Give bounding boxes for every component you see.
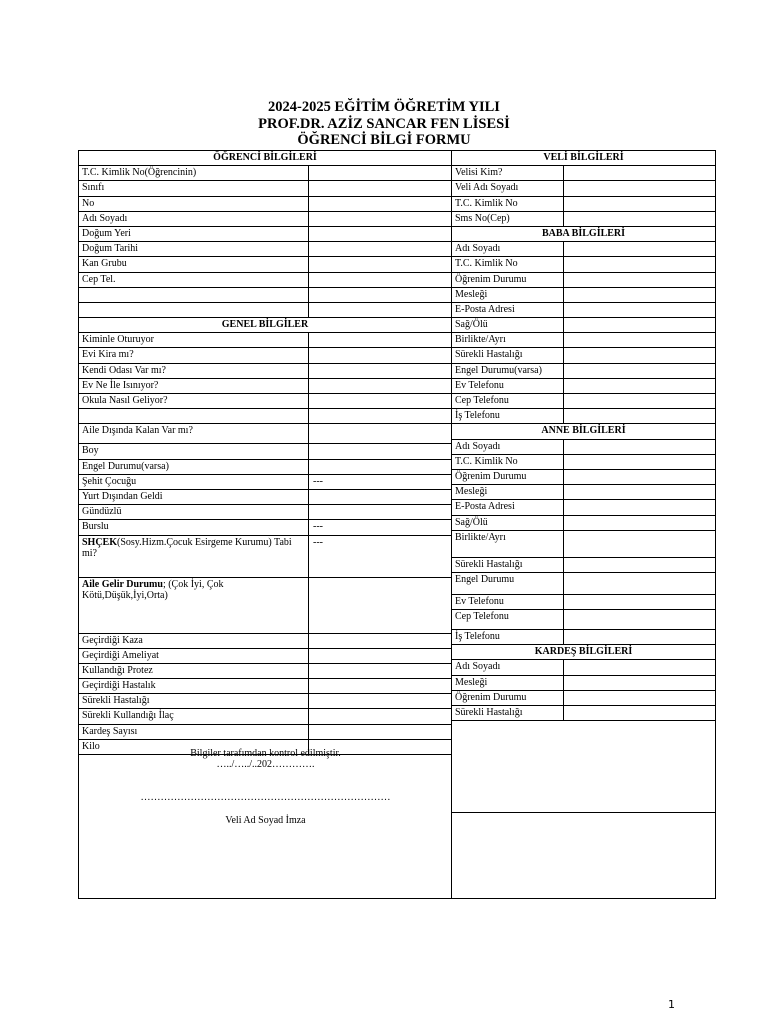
field-value[interactable] (563, 364, 715, 378)
form-row (79, 409, 451, 424)
form-row (79, 348, 451, 363)
guardian-info-header (452, 151, 715, 166)
form-title (0, 99, 768, 149)
form-row (452, 691, 715, 706)
form-row (452, 242, 715, 257)
mother-info-header-text: ANNE BİLGİLERİ (541, 425, 626, 437)
field-value[interactable] (563, 610, 715, 629)
title-school-year: 2024-2025 EĞİTİM ÖĞRETİM YILI (268, 99, 500, 115)
form-row (452, 558, 715, 573)
field-value[interactable] (563, 257, 715, 271)
field-value[interactable] (563, 470, 715, 484)
field-label (79, 409, 308, 423)
form-row (452, 181, 715, 196)
form-row (452, 440, 715, 455)
field-value[interactable] (308, 505, 451, 519)
guardian-signature-block (79, 748, 452, 826)
form-row (79, 197, 451, 212)
field-label: T.C. Kimlik No(Öğrencinin) (82, 167, 197, 179)
form-row (79, 181, 451, 196)
form-row (452, 333, 715, 348)
field-value[interactable] (563, 333, 715, 347)
form-row (79, 166, 451, 181)
form-row (79, 333, 451, 348)
form-row (452, 573, 715, 595)
field-label: Gündüzlü (82, 506, 122, 518)
form-row (79, 725, 451, 740)
field-label: No (82, 197, 95, 209)
field-label: Mesleği (455, 486, 488, 498)
title-form-name: ÖĞRENCİ BİLGİ FORMU (297, 132, 471, 148)
field-label: Adı Soyadı (82, 212, 128, 224)
form-row (452, 364, 715, 379)
field-value[interactable] (308, 709, 451, 723)
field-value[interactable] (563, 485, 715, 499)
form-row (79, 709, 451, 724)
field-value[interactable] (563, 181, 715, 195)
field-value[interactable] (563, 318, 715, 332)
field-value[interactable] (563, 595, 715, 609)
field-label: Engel Durumu(varsa) (455, 364, 542, 376)
form-row (79, 227, 451, 242)
field-label: E-Posta Adresi (455, 303, 515, 315)
signature-date[interactable]: …../…../..202…………. (216, 759, 315, 770)
field-value[interactable] (563, 630, 715, 644)
field-label: Birlikte/Ayrı (455, 334, 506, 346)
field-value[interactable] (563, 558, 715, 572)
field-value[interactable] (308, 348, 451, 362)
field-label-bold: Aile Gelir Durumu (82, 578, 163, 590)
form-row (79, 475, 451, 490)
form-row (79, 634, 451, 649)
field-label: Kan Grubu (82, 258, 127, 270)
field-value[interactable] (308, 197, 451, 211)
page-number: 1 (668, 998, 675, 1011)
field-value[interactable] (308, 409, 451, 423)
blank-box-upper (452, 717, 715, 813)
field-label: Cep Tel. (82, 273, 116, 285)
field-label (79, 578, 308, 633)
field-label: Sürekli Kullandığı İlaç (82, 710, 174, 722)
field-label: Engel Durumu (455, 573, 515, 585)
title-school-name: PROF.DR. AZİZ SANCAR FEN LİSESİ (258, 115, 510, 132)
field-value[interactable] (563, 573, 715, 594)
form-row (79, 424, 451, 444)
field-label: Sağ/Ölü (455, 516, 488, 528)
field-value[interactable] (308, 379, 451, 393)
form-row (452, 531, 715, 558)
field-value[interactable] (563, 303, 715, 317)
form-row (452, 303, 715, 318)
field-value[interactable]: --- (308, 520, 451, 534)
field-value[interactable] (563, 348, 715, 362)
field-value[interactable] (308, 227, 451, 241)
field-value[interactable] (563, 676, 715, 690)
form-row (452, 288, 715, 303)
form-row (79, 273, 451, 288)
general-info-header (79, 318, 451, 333)
form-row (452, 660, 715, 675)
field-label: E-Posta Adresi (455, 501, 515, 513)
field-value[interactable] (308, 364, 451, 378)
field-label: Sürekli Hastalığı (455, 707, 523, 718)
form-row (452, 676, 715, 691)
father-info-header (452, 227, 715, 242)
form-row (452, 630, 715, 645)
field-label: Sınıfı (82, 182, 105, 194)
form-row (79, 394, 451, 409)
field-label: Doğum Yeri (82, 227, 131, 239)
field-value[interactable] (563, 394, 715, 408)
student-info-header-text: ÖĞRENCİ BİLGİLERİ (213, 152, 317, 163)
field-label: Adı Soyadı (455, 243, 501, 255)
field-value[interactable] (308, 166, 451, 180)
field-value[interactable] (308, 333, 451, 347)
sibling-info-header-text: KARDEŞ BİLGİLERİ (534, 646, 633, 658)
field-label-bold: SHÇEK (82, 536, 118, 548)
field-value[interactable] (308, 634, 451, 648)
field-label: Sürekli Hastalığı (455, 558, 523, 570)
field-value[interactable] (563, 691, 715, 705)
right-column (452, 151, 715, 721)
field-label: İş Telefonu (455, 410, 500, 422)
field-value[interactable] (563, 166, 715, 180)
field-label: Engel Durumu(varsa) (82, 460, 169, 472)
field-value[interactable] (308, 212, 451, 226)
form-row (452, 595, 715, 610)
field-label: Mesleği (455, 288, 488, 300)
form-row (79, 505, 451, 520)
form-row (452, 516, 715, 531)
field-label: T.C. Kimlik No (455, 455, 518, 467)
field-label: Cep Telefonu (455, 395, 509, 406)
form-row (452, 485, 715, 500)
mother-info-header (452, 424, 715, 439)
field-value[interactable] (308, 649, 451, 663)
field-label: T.C. Kimlik No (455, 258, 518, 270)
field-value[interactable] (308, 242, 451, 256)
field-value[interactable] (563, 455, 715, 469)
field-label: Sürekli Hastalığı (82, 695, 150, 707)
field-value[interactable] (563, 242, 715, 256)
field-label: Burslu (82, 521, 109, 533)
field-value[interactable] (308, 725, 451, 739)
field-value[interactable] (308, 288, 451, 302)
field-label: T.C. Kimlik No (455, 197, 518, 209)
form-row (79, 444, 451, 459)
signature-label: Veli Ad Soyad İmza (225, 815, 306, 826)
field-label: Kiminle Oturuyor (82, 334, 154, 346)
field-label: Velisi Kim? (455, 167, 503, 179)
field-label: Mesleği (455, 676, 488, 688)
student-info-header (79, 151, 451, 166)
field-label: Öğrenim Durumu (455, 470, 527, 482)
field-value[interactable] (308, 257, 451, 271)
field-value[interactable] (563, 660, 715, 674)
form-row (452, 394, 715, 409)
field-label: Ev Ne İle Isınıyor? (82, 379, 159, 391)
field-value[interactable] (308, 424, 451, 443)
field-value[interactable] (308, 679, 451, 693)
general-info-header-text: GENEL BİLGİLER (221, 319, 309, 331)
form-row (79, 212, 451, 227)
field-label: Geçirdiği Hastalık (82, 680, 156, 692)
form-row (452, 273, 715, 288)
field-label: Ev Telefonu (455, 595, 504, 607)
field-value[interactable] (308, 578, 451, 633)
field-value[interactable] (563, 531, 715, 557)
field-value[interactable] (563, 516, 715, 530)
form-row (452, 197, 715, 212)
field-label: Doğum Tarihi (82, 243, 139, 255)
field-value[interactable] (308, 664, 451, 678)
field-value[interactable] (563, 440, 715, 454)
form-row (79, 460, 451, 475)
form-row (79, 379, 451, 394)
form-row (452, 318, 715, 333)
field-label: Kardeş Sayısı (82, 725, 138, 737)
form-row (79, 664, 451, 679)
form-row (79, 303, 451, 318)
field-label-rest: ; (Çok İyi, Çok Kötü,Düşük,İyi,Orta) (82, 578, 224, 601)
field-value[interactable]: --- (308, 475, 451, 489)
field-label: Kullandığı Protez (82, 664, 153, 676)
form-row (79, 694, 451, 709)
field-value[interactable]: --- (308, 536, 451, 577)
form-row (452, 379, 715, 394)
field-value[interactable] (563, 379, 715, 393)
field-value[interactable] (563, 197, 715, 211)
field-value[interactable] (308, 273, 451, 287)
field-value[interactable] (563, 288, 715, 302)
field-value[interactable] (563, 273, 715, 287)
field-label: Yurt Dışından Geldi (82, 490, 163, 502)
field-label: Okula Nasıl Geliyor? (82, 395, 168, 406)
field-label-rest: (Sosy.Hizm.Çocuk Esirgeme Kurumu) Tabi mi? (82, 536, 292, 559)
field-value[interactable] (563, 409, 715, 423)
guardian-info-header-text: VELİ BİLGİLERİ (543, 152, 624, 163)
signature-line[interactable]: ………………………………………………………………… (140, 792, 391, 803)
form-row (452, 409, 715, 424)
form-row (79, 520, 451, 535)
form-row (452, 212, 715, 227)
field-label (79, 536, 308, 577)
form-row (452, 166, 715, 181)
field-label: Evi Kira mı? (82, 349, 134, 361)
father-info-header-text: BABA BİLGİLERİ (541, 227, 626, 239)
form-row (79, 536, 451, 578)
field-value[interactable] (308, 303, 451, 317)
field-value[interactable] (308, 460, 451, 474)
signature-check-text: Bilgiler tarafımdan kontrol edilmiştir. (190, 748, 341, 759)
field-value[interactable] (563, 500, 715, 514)
field-label: Aile Dışında Kalan Var mı? (82, 425, 193, 437)
form-row (79, 257, 451, 272)
form-row (79, 578, 451, 634)
field-label: Veli Adı Soyadı (455, 182, 519, 194)
field-label (79, 288, 308, 302)
form-row (452, 348, 715, 363)
form-row (79, 242, 451, 257)
field-label: Sürekli Hastalığı (455, 349, 523, 361)
form-row (79, 679, 451, 694)
student-info-form (78, 150, 716, 899)
form-row (79, 649, 451, 664)
form-row (452, 257, 715, 272)
field-label: Kendi Odası Var mı? (82, 364, 166, 376)
field-label: Adı Soyadı (455, 440, 501, 452)
form-row (79, 490, 451, 505)
field-label: Kilo (82, 740, 100, 752)
form-row (452, 470, 715, 485)
field-label: Sağ/Ölü (455, 319, 488, 331)
field-value[interactable] (308, 490, 451, 504)
field-label: Öğrenim Durumu (455, 273, 527, 285)
field-value[interactable] (308, 694, 451, 708)
field-value[interactable] (308, 444, 451, 458)
sibling-info-header (452, 645, 715, 660)
field-label: Boy (82, 445, 99, 457)
field-label: Sms No(Cep) (455, 212, 510, 224)
field-label: Öğrenim Durumu (455, 691, 527, 703)
form-row (452, 455, 715, 470)
field-value[interactable] (563, 212, 715, 226)
form-row (452, 500, 715, 515)
field-value[interactable] (308, 181, 451, 195)
field-label: Birlikte/Ayrı (455, 531, 506, 543)
field-label: Geçirdiği Ameliyat (82, 649, 159, 661)
field-label: Geçirdiği Kaza (82, 634, 143, 646)
form-row (452, 610, 715, 630)
field-label: Ev Telefonu (455, 379, 504, 391)
field-label: Şehit Çocuğu (82, 475, 137, 487)
form-row (79, 288, 451, 303)
field-value[interactable] (308, 394, 451, 408)
field-label: İş Telefonu (455, 631, 500, 643)
field-label (79, 303, 308, 317)
field-label: Adı Soyadı (455, 661, 501, 673)
form-row (79, 364, 451, 379)
field-label: Cep Telefonu (455, 611, 509, 623)
